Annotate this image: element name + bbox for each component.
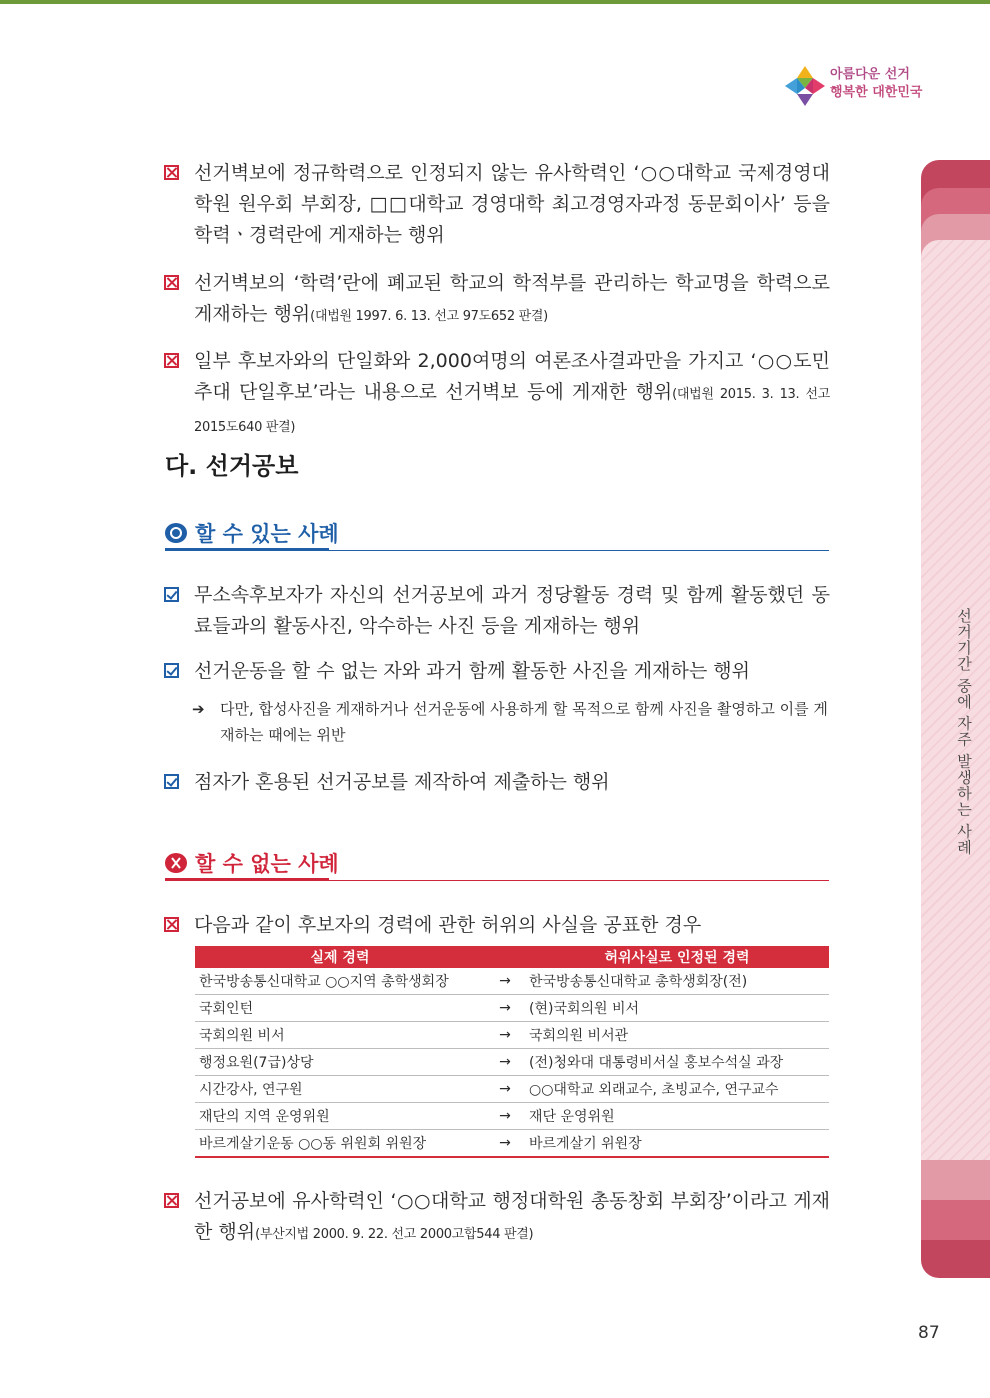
arrow-cell: → (485, 1022, 525, 1049)
item-text: 무소속후보자가 자신의 선거공보에 과거 정당활동 경력 및 함께 활동했던 동료들과의 활동사진, 악수하는 사진 등을 게재하는 행위 (194, 584, 830, 637)
side-tab-band-6 (921, 1240, 990, 1278)
header-actual-career: 실제 경력 (195, 946, 485, 968)
section-title: 다. 선거공보 (165, 452, 299, 480)
logo-line2: 행복한 대한민국 (830, 85, 923, 100)
note-text: 다만, 합성사진을 게재하거나 선거운동에 사용하게 할 목적으로 함께 사진을 촬영하고 이를 게재하는 때에는 위반 (220, 700, 828, 744)
x-box-icon (164, 353, 179, 368)
false-career-cell: (전)청와대 대통령비서실 홍보수석실 과장 (525, 1049, 829, 1076)
actual-career-cell: 국회의원 비서 (195, 1022, 485, 1049)
actual-career-cell: 한국방송통신대학교 ○○지역 총학생회장 (195, 968, 485, 995)
forbidden-heading-label: 할 수 없는 사례 (195, 852, 339, 876)
x-box-icon (164, 917, 179, 932)
item-text: 다음과 같이 후보자의 경력에 관한 허위의 사실을 공표한 경우 (194, 914, 702, 936)
table-row (195, 1022, 829, 1049)
side-tab-band-4 (921, 1160, 990, 1200)
actual-career-cell: 행정요원(7급)상당 (195, 1049, 485, 1076)
x-box-icon (164, 1193, 179, 1208)
false-career-cell: ○○대학교 외래교수, 초빙교수, 연구교수 (525, 1076, 829, 1103)
x-box-icon (164, 275, 179, 290)
actual-career-cell: 재단의 지역 운영위원 (195, 1103, 485, 1130)
top-border-line (0, 0, 990, 4)
allowed-item-2 (164, 656, 830, 687)
table-row (195, 995, 829, 1022)
case-reference: (부산지법 2000. 9. 22. 선고 2000고합544 판결) (255, 1227, 534, 1242)
table-row (195, 1049, 829, 1076)
side-tab-band-5 (921, 1200, 990, 1240)
actual-career-cell: 시간강사, 연구원 (195, 1076, 485, 1103)
table-row (195, 1130, 829, 1158)
false-career-cell: 재단 운영위원 (525, 1103, 829, 1130)
career-comparison-table (195, 946, 829, 1158)
speech-bubble-icon (165, 523, 187, 543)
allowed-item-3 (164, 767, 830, 798)
item-text: 점자가 혼용된 선거공보를 제작하여 제출하는 행위 (194, 771, 610, 793)
arrow-cell: → (485, 1103, 525, 1130)
violation-item-3 (164, 346, 830, 443)
check-box-icon (164, 587, 179, 602)
item-text: 선거벽보의 ‘학력’란에 폐교된 학교의 학적부를 관리하는 학교명을 학력으로 게재하는 행위 (194, 272, 830, 325)
arrow-cell: → (485, 1049, 525, 1076)
forbidden-item-1 (164, 910, 830, 941)
item-text: 일부 후보자와의 단일화와 2,000여명의 여론조사결과만을 가지고 ‘○○도민추대 단일후보’라는 내용으로 선거벽보 등에 게재한 행위 (194, 350, 830, 403)
table-row (195, 968, 829, 995)
forbidden-cases-heading (165, 848, 829, 882)
election-logo-icon (782, 64, 828, 108)
arrow-cell: → (485, 968, 525, 995)
violation-item-2 (164, 268, 830, 332)
item-text: 선거벽보에 정규학력으로 인정되지 않는 유사학력인 ‘○○대학교 국제경영대학원 원우회 부회장, □□대학교 경영대학 최고경영자과정 동문회이사’ 등을 학력ㆍ경력란에 게재하는 행위 (194, 162, 830, 246)
page-number: 87 (918, 1323, 940, 1343)
header-arrow-col (485, 946, 525, 968)
forbidden-item-2 (164, 1186, 830, 1250)
heading-rule-thick (165, 878, 329, 881)
false-career-cell: 바르게살기 위원장 (525, 1130, 829, 1158)
case-reference: (대법원 1997. 6. 13. 선고 97도652 판결) (310, 309, 548, 324)
actual-career-cell: 바르게살기운동 ○○동 위원회 위원장 (195, 1130, 485, 1158)
arrow-cell: → (485, 1130, 525, 1158)
x-bubble-icon (165, 853, 187, 873)
false-career-cell: (현)국회의원 비서 (525, 995, 829, 1022)
table-row (195, 1103, 829, 1130)
item-text-wrap (164, 1186, 830, 1250)
table-header-row (195, 946, 829, 968)
arrow-cell: → (485, 995, 525, 1022)
side-tab-label: 선거기간 중에 자주 발생하는 사례 (955, 608, 973, 856)
table-row (195, 1076, 829, 1103)
allowed-item-1 (164, 580, 830, 642)
item-text: 선거운동을 할 수 없는 자와 과거 함께 활동한 사진을 게재하는 행위 (194, 660, 750, 682)
logo-line1: 아름다운 선거 (830, 67, 910, 82)
header-false-career: 허위사실로 인정된 경력 (525, 946, 829, 968)
check-box-icon (164, 663, 179, 678)
exception-note (192, 696, 830, 748)
case-reference: (대법원 2015. 3. 13. 선고 2015도640 판결) (194, 387, 830, 435)
item-text: 선거공보에 유사학력인 ‘○○대학교 행정대학원 총동창회 부회장’이라고 게재한 행위 (194, 1190, 830, 1243)
allowed-cases-heading (165, 518, 829, 552)
item-text-wrap (164, 346, 830, 443)
false-career-cell: 한국방송통신대학교 총학생회장(전) (525, 968, 829, 995)
false-career-cell: 국회의원 비서관 (525, 1022, 829, 1049)
x-box-icon (164, 165, 179, 180)
actual-career-cell: 국회인턴 (195, 995, 485, 1022)
item-text-wrap (164, 268, 830, 332)
arrow-cell: → (485, 1076, 525, 1103)
heading-rule-thick (165, 548, 329, 551)
allowed-heading-label: 할 수 있는 사례 (195, 522, 339, 546)
arrow-icon: ➔ (192, 700, 205, 718)
violation-item-1 (164, 158, 830, 251)
check-box-icon (164, 774, 179, 789)
logo-text (830, 66, 922, 102)
